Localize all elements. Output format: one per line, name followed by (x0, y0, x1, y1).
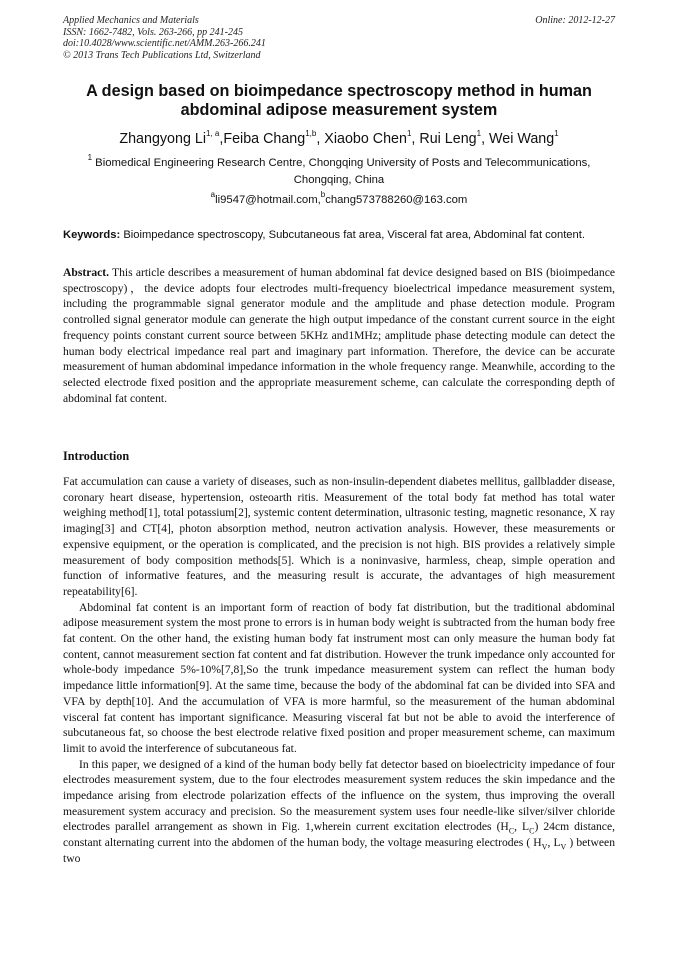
journal-header (63, 15, 615, 61)
author-name: Zhangyong Li (119, 131, 207, 147)
author-affil-mark: 1,b (305, 129, 317, 139)
email-a[interactable]: li9547@hotmail.com, (215, 194, 321, 206)
section-heading-introduction: Introduction (63, 449, 130, 463)
copyright-line: © 2013 Trans Tech Publications Ltd, Switzerland (63, 49, 261, 61)
keywords (63, 228, 615, 243)
intro-paragraph-1: Fat accumulation can cause a variety of diseases, such as non-insulin-dependent diabetes mellitus, gallbladder disease, coronary heart disease, hypertension, osteoarth ritis. Measurement of the total body fat method has total water weighing method[1], total potassium[2], systemic content determination, ultrasonic testing, magnetic resonance, X ray imaging[3] and CT[4], photon absorption method, neutron activation analysis. However, these measurements or expensive equipment, or the operation is complicated, and the precision is not high. BIS provides a relatively simple measurement of body composition methods[5]. Which is a noninvasive, harmless, cheap, simple operation and function of informative features, and the measuring result is accurate, the advantages of high measurement repeatability[6]. (63, 475, 615, 598)
intro-p3-text: In this paper, we designed of a kind of the human body belly fat detector based on bioelectricity impedance of four electrodes measurement system, due to the four electrodes measurement system reduces the skin impedance and the impedance arising from electrode polarization effects of the influence on the system, thus improving the overall measurement system accuracy and precision. So the measurement system uses four needle-like silver/silver chloride electrodes parallel arrangement as shown in Fig. 1,wherein current excitation electrodes (H (63, 757, 615, 834)
introduction-body (63, 474, 615, 867)
author-name: Wei Wang (489, 131, 555, 147)
author-affil-mark: 1 (476, 129, 482, 139)
author-separator: , (481, 131, 490, 147)
author-emails (63, 192, 615, 208)
email-mark-a: a (210, 190, 216, 200)
subscript: C (508, 826, 515, 836)
intro-p3-text: ) 24cm distance, constant alternating current into the abdomen of the human body, the voltage measuring electrodes ( H (63, 820, 615, 850)
email-mark-b: b (320, 190, 326, 200)
keywords-text: Bioimpedance spectroscopy, Subcutaneous fat area, Visceral fat area, Abdominal fat content. (123, 229, 585, 241)
header-left (63, 15, 615, 61)
doi-line: doi:10.4028/www.scientific.net/AMM.263-266.241 (63, 38, 266, 49)
abstract-text: This article describes a measurement of human abdominal fat device designed based on BIS (bioimpedance spectroscopy)，the device adopts four electrodes multi-frequency bioelectrical impedance measurement system, including the programmable signal generator module and the amplitude and phase detection module. Program controlled signal generator module can generate the high output impedance of the constant current source in the eight frequency points constant current source between 5KHz and1MHz; amplitude phase detecting module can detect the human body electrical impedance real part and imaginary part information. Therefore, the device can be accurate measurement of human abdominal impedance information in the whole frequency range. Meanwhile, according to the selected electrode fixed position and the appropriate measurement scheme, can calculate the corresponding depth of abdominal fat content. (63, 266, 615, 405)
affiliation (63, 155, 615, 188)
journal-name: Applied Mechanics and Materials (63, 15, 199, 26)
author-separator: , (219, 131, 224, 147)
email-b[interactable]: chang573788260@163.com (325, 194, 468, 206)
intro-paragraph-3 (63, 757, 615, 867)
affiliation-text: Biomedical Engineering Research Centre, Chongqing University of Posts and Telecommunications, Chongqing, China (95, 157, 591, 186)
affiliation-mark: 1 (87, 153, 93, 163)
author-name: Xiaobo Chen (324, 131, 407, 147)
author-list (63, 130, 615, 148)
intro-p3-text: , L (547, 836, 561, 850)
abstract (63, 265, 615, 406)
subscript: C (529, 826, 535, 836)
online-date: Online: 2012-12-27 (535, 15, 615, 26)
author-affil-mark: 1 (406, 129, 412, 139)
author-affil-mark: 1, a (206, 129, 220, 139)
intro-paragraph-2: Abdominal fat content is an important form of reaction of body fat distribution, but the traditional abdominal adipose measurement system the most prone to errors is in human body weight is subtracted from the human body free fat content. On the other hand, the existing human body fat instrument most can only measure the human body fat content, cannot measurement section fat content and fat distribution. However the trunk impedance only accounted for whole-body impedance 5%-10%[7,8],So the trunk impedance measurement system can reflect the human body impedance little information[9]. At the same time, because the body of the abdominal fat can be divided into SFA and VFA by depth[10]. And the accumulation of VFA is more harmful, so the measurement of the human abdominal visceral fat content has important significance. Measuring visceral fat but not be able to avoid the interference of subcutaneous fat, so choose the best electrode relative fixed position and proper measurement scheme, can maximum limit to avoid the interference of subcutaneous fat. (63, 600, 615, 755)
intro-p3-text: ) between two (63, 836, 615, 865)
abstract-label: Abstract. (63, 266, 110, 279)
author-name: Feiba Chang (223, 131, 306, 147)
issn-line: ISSN: 1662-7482, Vols. 263-266, pp 241-245 (63, 26, 243, 38)
subscript: V (560, 842, 567, 852)
paper-title: A design based on bioimpedance spectroscopy method in human abdominal adipose measurement system (86, 82, 592, 119)
author-separator: , (316, 131, 325, 147)
author-affil-mark: 1 (554, 129, 559, 139)
keywords-label: Keywords: (63, 229, 121, 241)
author-separator: , (411, 131, 420, 147)
author-name: Rui Leng (419, 131, 477, 147)
subscript: V (541, 842, 548, 852)
intro-p3-text: , L (514, 820, 530, 834)
